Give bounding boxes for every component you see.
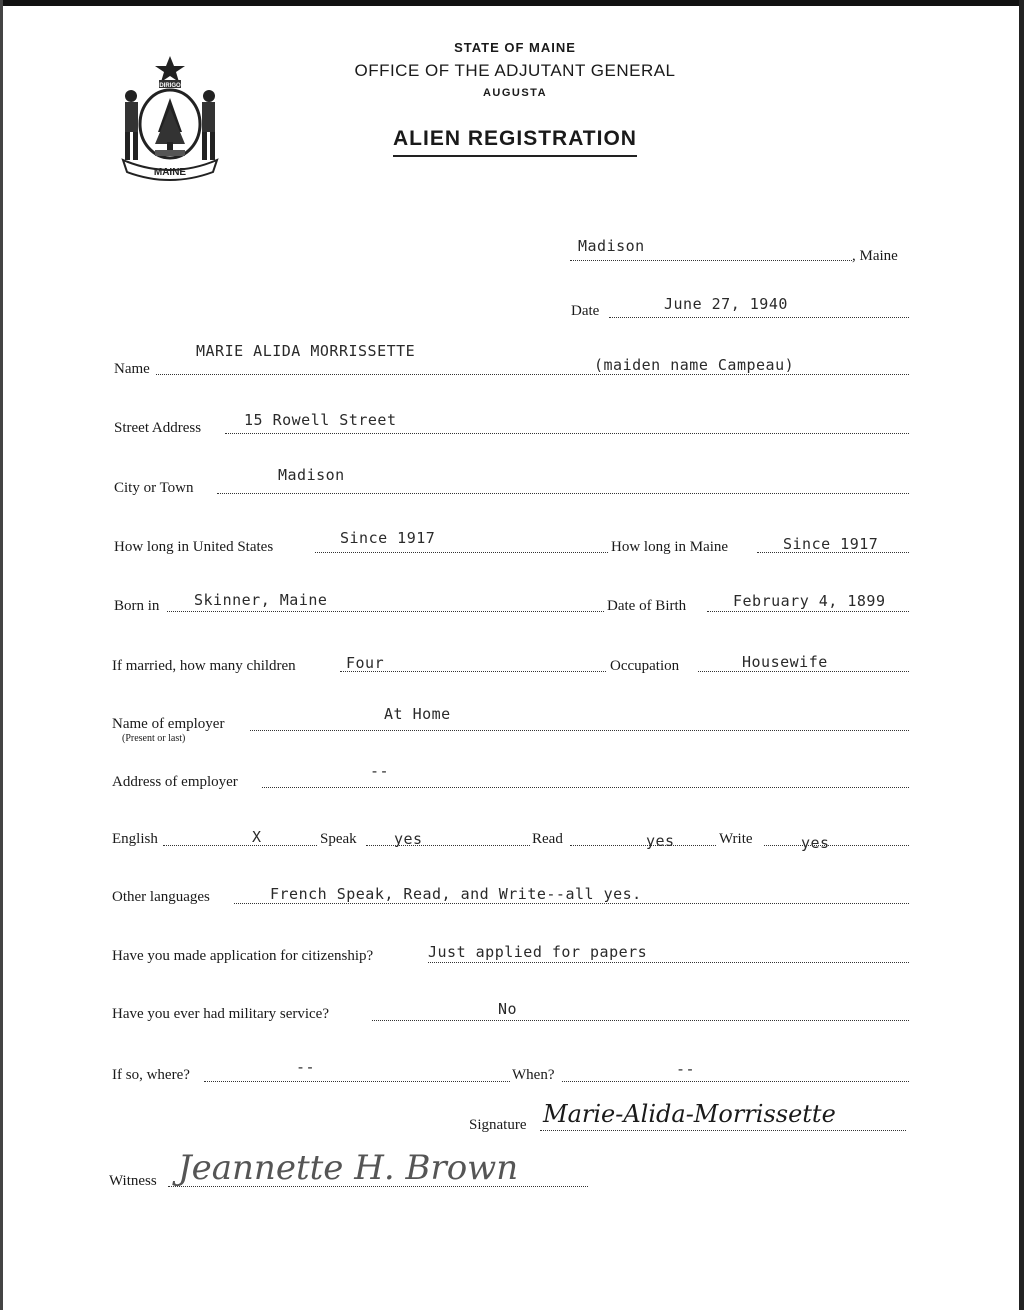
employer-address-value: -- xyxy=(370,762,390,780)
maiden-name-value: (maiden name Campeau) xyxy=(594,356,795,374)
street-value: 15 Rowell Street xyxy=(244,411,397,429)
read-label: Read xyxy=(532,831,563,847)
name-value: MARIE ALIDA MORRISSETTE xyxy=(196,342,416,360)
write-line xyxy=(764,845,909,846)
signature-label: Signature xyxy=(469,1117,527,1133)
name-line xyxy=(156,374,909,375)
where-line xyxy=(204,1081,510,1082)
how-long-maine-value: Since 1917 xyxy=(783,535,879,553)
military-label: Have you ever had military service? xyxy=(112,1006,329,1022)
letterhead xyxy=(300,40,730,157)
name-label: Name xyxy=(114,361,150,377)
street-label: Street Address xyxy=(114,420,202,436)
write-value: yes xyxy=(801,834,830,852)
location-state-label: , Maine xyxy=(852,248,898,264)
children-value: Four xyxy=(346,654,385,672)
city-town-value: Madison xyxy=(278,466,345,484)
employer-label: Name of employer xyxy=(112,716,225,732)
when-value: -- xyxy=(676,1060,696,1078)
how-long-us-line xyxy=(315,552,608,553)
occupation-line xyxy=(698,671,909,672)
date-of-birth-line xyxy=(707,611,909,612)
citizenship-label: Have you made application for citizenship? xyxy=(112,948,374,964)
read-line xyxy=(570,845,716,846)
witness-signature: Jeannette H. Brown xyxy=(178,1148,519,1188)
location-line xyxy=(570,260,852,261)
city-heading: AUGUSTA xyxy=(482,87,548,99)
date-of-birth-value: February 4, 1899 xyxy=(733,592,886,610)
page-edge-left xyxy=(0,0,3,1310)
date-of-birth-label: Date of Birth xyxy=(607,598,687,614)
born-in-value: Skinner, Maine xyxy=(194,591,328,609)
date-line xyxy=(609,317,909,318)
applicant-signature: Marie-Alida-Morrissette xyxy=(543,1100,836,1128)
form-title: ALIEN REGISTRATION xyxy=(393,127,637,157)
where-value: -- xyxy=(296,1058,316,1076)
other-languages-value: French Speak, Read, and Write--all yes. xyxy=(270,885,642,903)
where-label: If so, where? xyxy=(112,1067,190,1083)
how-long-us-value: Since 1917 xyxy=(340,529,436,547)
speak-line xyxy=(366,845,530,846)
date-value: June 27, 1940 xyxy=(664,295,788,313)
english-line xyxy=(163,845,317,846)
employer-value: At Home xyxy=(384,705,451,723)
occupation-value: Housewife xyxy=(742,653,828,671)
signature-line xyxy=(540,1130,906,1131)
born-in-label: Born in xyxy=(114,598,160,614)
other-languages-line xyxy=(234,903,909,904)
when-label: When? xyxy=(512,1067,555,1083)
city-town-line xyxy=(217,493,909,494)
speak-value: yes xyxy=(394,830,423,848)
when-line xyxy=(562,1081,909,1082)
employer-address-line xyxy=(262,787,909,788)
seal-star-text: DIRIGO xyxy=(159,83,181,89)
street-line xyxy=(225,433,909,434)
seal-banner-text: MAINE xyxy=(153,167,187,178)
page-edge-right xyxy=(1019,0,1024,1310)
maine-state-seal xyxy=(115,52,225,182)
english-label: English xyxy=(112,831,158,847)
citizenship-value: Just applied for papers xyxy=(428,943,648,961)
born-in-line xyxy=(167,611,604,612)
military-line xyxy=(372,1020,909,1021)
office-heading: OFFICE OF THE ADJUTANT GENERAL xyxy=(354,61,676,80)
military-value: No xyxy=(498,1000,518,1018)
children-label: If married, how many children xyxy=(112,658,296,674)
employer-address-label: Address of employer xyxy=(112,774,238,790)
occupation-label: Occupation xyxy=(610,658,680,674)
location-town-value: Madison xyxy=(578,237,645,255)
employer-sublabel: (Present or last) xyxy=(122,733,186,744)
how-long-us-label: How long in United States xyxy=(114,539,274,555)
speak-label: Speak xyxy=(320,831,357,847)
read-value: yes xyxy=(646,832,675,850)
city-town-label: City or Town xyxy=(114,480,194,496)
state-heading: STATE OF MAINE xyxy=(454,40,576,55)
date-label: Date xyxy=(571,303,600,319)
write-label: Write xyxy=(719,831,753,847)
employer-line xyxy=(250,730,909,731)
citizenship-line xyxy=(428,962,909,963)
how-long-maine-label: How long in Maine xyxy=(611,539,729,555)
english-value: X xyxy=(252,828,262,846)
page-edge-top xyxy=(0,0,1024,6)
witness-label: Witness xyxy=(109,1173,157,1189)
other-languages-label: Other languages xyxy=(112,889,210,905)
